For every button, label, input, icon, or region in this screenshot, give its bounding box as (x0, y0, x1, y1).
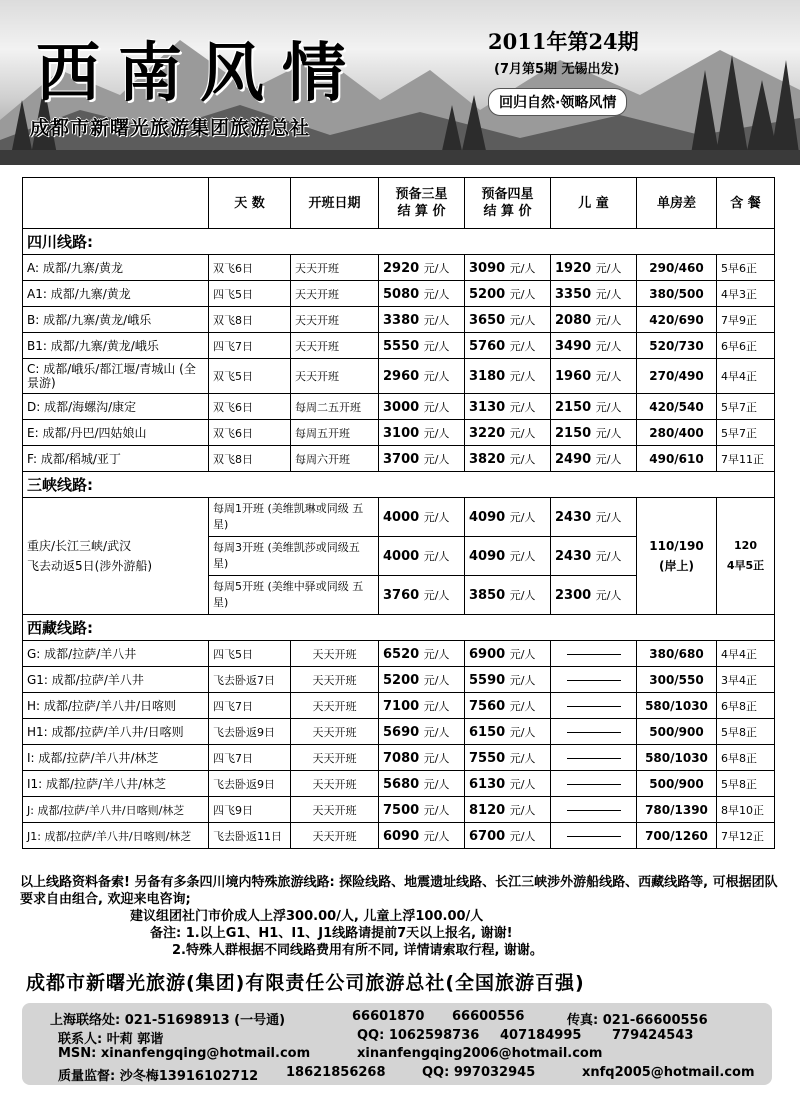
header-schedule: 开班日期 (291, 178, 379, 229)
table-row: I: 成都/拉萨/羊八井/林芝 四飞7日 天天开班 7080 元/人 7550 元/人 580/1030 6早8正 (23, 745, 775, 771)
table-row: J1: 成都/拉萨/羊八井/日喀则/林芝 飞去卧返11日 天天开班 6090 元/人 6700 元/人 700/1260 7早12正 (23, 823, 775, 849)
table-row: E: 成都/丹巴/四姑娘山 双飞6日 每周五开班 3100 元/人 3220 元/人 2150 元/人 280/400 5早7正 (23, 420, 775, 446)
contact-box (22, 1003, 772, 1085)
header-child: 儿 童 (551, 178, 637, 229)
child-na-dash (551, 693, 637, 719)
sanxia-meals: 120 4早5正 (717, 498, 775, 615)
qq-2: 407184995 (500, 1028, 582, 1043)
msn-email[interactable]: MSN: xinanfengqing@hotmail.com (58, 1046, 311, 1061)
notes-remark-1: 备注: 1.以上G1、H1、I1、J1线路请提前7天以上报名, 谢谢! (150, 926, 513, 941)
table-row: A: 成都/九寨/黄龙 双飞6日 天天开班 2920 元/人 3090 元/人 1920 元/人 290/460 5早6正 (23, 255, 775, 281)
issue-number: 2011年第24期 (488, 29, 639, 54)
table-row: B: 成都/九寨/黄龙/峨乐 双飞8日 天天开班 3380 元/人 3650 元/人 2080 元/人 420/690 7早9正 (23, 307, 775, 333)
child-na-dash (551, 641, 637, 667)
header-3star: 预备三星 结 算 价 (379, 178, 465, 229)
issue-subtitle: (7月第5期 无锡出发) (494, 62, 620, 77)
section-title-sanxia: 三峡线路: (23, 472, 775, 498)
notes-remark-2: 2.特殊人群根据不同线路费用有所不同, 详情请索取行程, 谢谢。 (172, 943, 543, 958)
table-row: B1: 成都/九寨/黄龙/峨乐 四飞7日 天天开班 5550 元/人 5760 元/人 3490 元/人 520/730 6早6正 (23, 333, 775, 359)
phone-2: 66600556 (452, 1009, 525, 1024)
phone-3: 18621856268 (286, 1065, 386, 1080)
section-title-sichuan: 四川线路: (23, 229, 775, 255)
fax: 传真: 021-66600556 (567, 1013, 708, 1028)
section-title-tibet: 西藏线路: (23, 615, 775, 641)
child-na-dash (551, 771, 637, 797)
email-2[interactable]: xinanfengqing2006@hotmail.com (357, 1046, 603, 1061)
table-row: G1: 成都/拉萨/羊八井 飞去卧返7日 天天开班 5200 元/人 5590 元/人 300/550 3早4正 (23, 667, 775, 693)
child-na-dash (551, 719, 637, 745)
email-3[interactable]: xnfq2005@hotmail.com (582, 1065, 755, 1080)
notes-intro: 以上线路资料备索! 另备有多条四川境内特殊旅游线路: 探险线路、地震遗址线路、长江三峡涉外游船线路、西藏线路等, 可根据团队要求自由组合, 欢迎来电咨询; (20, 875, 778, 907)
contact-people: 联系人: 叶莉 郭谐 (58, 1032, 164, 1047)
brochure-title: 西南风情 (36, 36, 364, 111)
table-row: D: 成都/海螺沟/康定 双飞6日 每周二五开班 3000 元/人 3130 元/人 2150 元/人 420/540 5早7正 (23, 394, 775, 420)
quality-supervisor: 质量监督: 沙冬梅13916102712 (58, 1069, 259, 1084)
header-meals: 含 餐 (717, 178, 775, 229)
phone-1: 66601870 (352, 1009, 425, 1024)
slogan-badge: 回归自然·领略风情 (488, 88, 627, 116)
child-na-dash (551, 745, 637, 771)
child-na-dash (551, 797, 637, 823)
table-row: 每周3开班 (美维凯莎或同级五星) 4000 元/人 4090 元/人 2430 元/人 (23, 537, 775, 576)
qq-1: QQ: 1062598736 (357, 1028, 480, 1043)
notes-markup: 建议组团社门市价成人上浮300.00/人, 儿童上浮100.00/人 (130, 909, 484, 924)
header-days: 天 数 (209, 178, 291, 229)
table-row: J: 成都/拉萨/羊八井/日喀则/林芝 四飞9日 天天开班 7500 元/人 8120 元/人 780/1390 8早10正 (23, 797, 775, 823)
table-row: H: 成都/拉萨/羊八井/日喀则 四飞7日 天天开班 7100 元/人 7560 元/人 580/1030 6早8正 (23, 693, 775, 719)
sanxia-single-supplement: 110/190 (岸上) (637, 498, 717, 615)
qq-4: QQ: 997032945 (422, 1065, 536, 1080)
qq-3: 779424543 (612, 1028, 694, 1043)
section-row-sanxia (23, 472, 775, 498)
section-row-sichuan (23, 229, 775, 255)
header-single-supplement: 单房差 (637, 178, 717, 229)
table-row: G: 成都/拉萨/羊八井 四飞5日 天天开班 6520 元/人 6900 元/人 380/680 4早4正 (23, 641, 775, 667)
table-header-row (23, 178, 775, 229)
table-row: F: 成都/稻城/亚丁 双飞8日 每周六开班 3700 元/人 3820 元/人 2490 元/人 490/610 7早11正 (23, 446, 775, 472)
header-banner (0, 0, 800, 165)
sanxia-route: 重庆/长江三峡/武汉 飞去动返5日(涉外游船) (23, 498, 209, 615)
notes-section (20, 874, 782, 959)
table-row: 每周5开班 (美维中驿或同级 五星) 3760 元/人 3850 元/人 2300 元/人 (23, 576, 775, 615)
price-table (22, 177, 775, 849)
table-row: A1: 成都/九寨/黄龙 四飞5日 天天开班 5080 元/人 5200 元/人 3350 元/人 380/500 4早3正 (23, 281, 775, 307)
child-na-dash (551, 667, 637, 693)
child-na-dash (551, 823, 637, 849)
table-row: I1: 成都/拉萨/羊八井/林芝 飞去卧返9日 天天开班 5680 元/人 6130 元/人 500/900 5早8正 (23, 771, 775, 797)
banner-company-name: 成都市新曙光旅游集团旅游总社 (30, 117, 311, 139)
company-full-name: 成都市新曙光旅游(集团)有限责任公司旅游总社(全国旅游百强) (26, 972, 585, 994)
section-row-tibet (23, 615, 775, 641)
table-row: H1: 成都/拉萨/羊八井/日喀则 飞去卧返9日 天天开班 5690 元/人 6150 元/人 500/900 5早8正 (23, 719, 775, 745)
office-phone: 上海联络处: 021-51698913 (一号通) (50, 1013, 286, 1028)
header-4star: 预备四星 结 算 价 (465, 178, 551, 229)
table-row: 重庆/长江三峡/武汉 飞去动返5日(涉外游船) 每周1开班 (美维凯琳或同级 五星) 4000 元/人 4090 元/人 2430 元/人 110/190 (岸上) 120 4早5正 (23, 498, 775, 537)
header-route (23, 178, 209, 229)
table-row: C: 成都/峨乐/都江堰/青城山 (全景游) 双飞5日 天天开班 2960 元/人 3180 元/人 1960 元/人 270/490 4早4正 (23, 359, 775, 394)
